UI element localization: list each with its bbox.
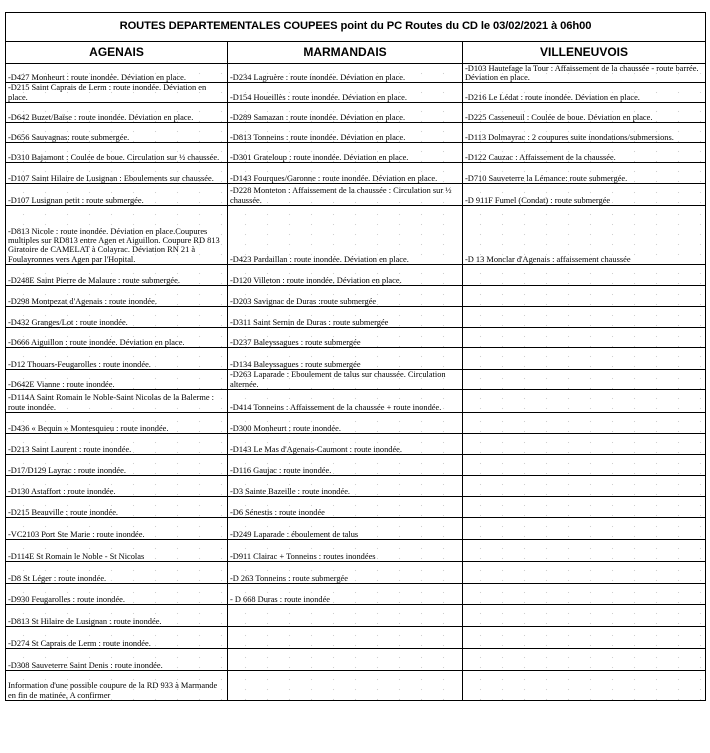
table-row (6, 369, 706, 389)
marmandais-cell (228, 648, 463, 670)
agenais-cell: -D813 Nicole : route inondée. Déviation en place.Coupures multiples sur RD813 entre Agen et Aiguillon. Coupure RD 813 Giratoire de CAMELAT à Colayrac. Déviation RN 21 à Foulayronnes vers Agen par l'Hopital. (6, 205, 228, 264)
marmandais-cell: - D 668 Duras : route inondée (228, 583, 463, 604)
agenais-cell: -D17/D129 Layrac : route inondée. (6, 454, 228, 475)
villeneuvois-cell (463, 369, 706, 389)
marmandais-cell: -D300 Monheurt : route inondée. (228, 412, 463, 433)
agenais-cell: -D130 Astaffort : route inondée. (6, 475, 228, 496)
table-row (6, 475, 706, 496)
marmandais-cell: -D813 Tonneins : route inondée. Déviation en place. (228, 122, 463, 142)
table-row (6, 142, 706, 162)
agenais-cell: -D308 Sauveterre Saint Denis : route inondée. (6, 648, 228, 670)
marmandais-cell: -D154 Houeillès : route inondée. Déviation en place. (228, 83, 463, 102)
marmandais-cell: -D249 Laparade : éboulement de talus (228, 517, 463, 539)
agenais-cell: -D107 Saint Hilaire de Lusignan : Eboulements sur chaussée. (6, 162, 228, 183)
marmandais-cell (228, 604, 463, 626)
table-row (6, 583, 706, 604)
table-row (6, 264, 706, 285)
villeneuvois-cell: -D710 Sauveterre la Lémance: route submergée. (463, 162, 706, 183)
villeneuvois-cell (463, 285, 706, 306)
marmandais-cell: -D 263 Tonneins : route submergée (228, 561, 463, 583)
villeneuvois-cell: -D103 Hautefage la Tour : Affaissement de la chaussée - route barrée. Déviation en place. (463, 64, 706, 83)
table-row (6, 102, 706, 122)
agenais-cell: -D427 Monheurt : route inondée. Déviation en place. (6, 64, 228, 83)
table-row (6, 389, 706, 412)
page-title: ROUTES DEPARTEMENTALES COUPEES point du PC Routes du CD le 03/02/2021 à 06h00 (6, 13, 706, 42)
marmandais-cell: -D3 Sainte Bazeille : route inondée. (228, 475, 463, 496)
villeneuvois-cell (463, 604, 706, 626)
marmandais-cell: -D263 Laparade : Eboulement de talus sur chaussée. Circulation alternée. (228, 369, 463, 389)
marmandais-cell: -D414 Tonneins : Affaissement de la chaussée + route inondée. (228, 389, 463, 412)
villeneuvois-cell: -D 13 Monclar d'Agenais : affaissement chaussée (463, 205, 706, 264)
table-row (6, 517, 706, 539)
marmandais-cell (228, 626, 463, 648)
table-row (6, 347, 706, 369)
villeneuvois-cell (463, 433, 706, 454)
column-header-agenais: AGENAIS (6, 42, 228, 64)
agenais-cell: -D642E Vianne : route inondée. (6, 369, 228, 389)
agenais-cell: -D8 St Léger : route inondée. (6, 561, 228, 583)
marmandais-cell: -D134 Baleyssagues : route submergée (228, 347, 463, 369)
marmandais-cell: -D237 Baleyssagues : route submergée (228, 327, 463, 347)
agenais-cell: -D274 St Caprais de Lerm : route inondée. (6, 626, 228, 648)
table-row (6, 122, 706, 142)
marmandais-cell: -D203 Savignac de Duras :route submergée (228, 285, 463, 306)
villeneuvois-cell (463, 412, 706, 433)
villeneuvois-cell (463, 517, 706, 539)
agenais-cell: -D298 Montpezat d'Agenais : route inondée. (6, 285, 228, 306)
agenais-cell: -D114E St Romain le Noble - St Nicolas (6, 539, 228, 561)
villeneuvois-cell (463, 496, 706, 517)
agenais-cell: -D930 Feugarolles : route inondée. (6, 583, 228, 604)
marmandais-cell: -D301 Grateloup : route inondée. Déviation en place. (228, 142, 463, 162)
agenais-cell: -D666 Aiguillon : route inondée. Déviation en place. (6, 327, 228, 347)
villeneuvois-cell (463, 264, 706, 285)
villeneuvois-cell (463, 327, 706, 347)
agenais-cell: -D642 Buzet/Baïse : route inondée. Déviation en place. (6, 102, 228, 122)
villeneuvois-cell (463, 389, 706, 412)
table-row (6, 433, 706, 454)
table-row (6, 64, 706, 83)
marmandais-cell: -D228 Monteton : Affaissement de la chaussée : Circulation sur ½ chaussée. (228, 183, 463, 205)
villeneuvois-cell: -D122 Cauzac : Affaissement de la chaussée. (463, 142, 706, 162)
table-row (6, 496, 706, 517)
agenais-cell: -D310 Bajamont : Coulée de boue. Circulation sur ½ chaussée. (6, 142, 228, 162)
column-header-villeneuvois: VILLENEUVOIS (463, 42, 706, 64)
villeneuvois-cell (463, 626, 706, 648)
villeneuvois-cell (463, 648, 706, 670)
table-row (6, 670, 706, 700)
table-row (6, 162, 706, 183)
agenais-cell: -D813 St Hilaire de Lusignan : route inondée. (6, 604, 228, 626)
table-row (6, 183, 706, 205)
table-row (6, 454, 706, 475)
marmandais-cell (228, 670, 463, 700)
table-row (6, 306, 706, 327)
agenais-cell: -D12 Thouars-Feugarolles : route inondée. (6, 347, 228, 369)
table-row (6, 604, 706, 626)
villeneuvois-cell (463, 347, 706, 369)
table-row (6, 539, 706, 561)
villeneuvois-cell (463, 539, 706, 561)
villeneuvois-cell (463, 454, 706, 475)
marmandais-cell: -D143 Le Mas d'Agenais-Caumont : route inondée. (228, 433, 463, 454)
table-row (6, 561, 706, 583)
villeneuvois-cell (463, 475, 706, 496)
road-closures-table (5, 12, 706, 701)
marmandais-cell: -D120 Villeton : route inondée. Déviation en place. (228, 264, 463, 285)
agenais-cell: -VC2103 Port Ste Marie : route inondée. (6, 517, 228, 539)
marmandais-cell: -D289 Samazan : route inondée. Déviation en place. (228, 102, 463, 122)
agenais-cell: -D432 Granges/Lot : route inondée. (6, 306, 228, 327)
marmandais-cell: -D311 Saint Sernin de Duras : route submergée (228, 306, 463, 327)
villeneuvois-cell: -D113 Dolmayrac : 2 coupures suite inondations/submersions. (463, 122, 706, 142)
table-row (6, 83, 706, 102)
villeneuvois-cell (463, 306, 706, 327)
agenais-cell: -D248E Saint Pierre de Malaure : route submergée. (6, 264, 228, 285)
table-row (6, 285, 706, 306)
marmandais-cell: -D423 Pardaillan : route inondée. Déviation en place. (228, 205, 463, 264)
table-row (6, 626, 706, 648)
table-row (6, 412, 706, 433)
agenais-cell: Information d'une possible coupure de la RD 933 à Marmande en fin de matinée, A confirmer (6, 670, 228, 700)
agenais-cell: -D215 Saint Caprais de Lerm : route inondée. Déviation en place. (6, 83, 228, 102)
villeneuvois-cell: -D 911F Fumel (Condat) : route submergée (463, 183, 706, 205)
agenais-cell: -D436 « Bequin » Montesquieu : route inondée. (6, 412, 228, 433)
marmandais-cell: -D6 Sénestis : route inondée (228, 496, 463, 517)
marmandais-cell: -D234 Lagruère : route inondée. Déviation en place. (228, 64, 463, 83)
table-row (6, 648, 706, 670)
marmandais-cell: -D116 Gaujac : route inondée. (228, 454, 463, 475)
villeneuvois-cell (463, 561, 706, 583)
table-row (6, 205, 706, 264)
marmandais-cell: -D911 Clairac + Tonneins : routes inondées (228, 539, 463, 561)
agenais-cell: -D656 Sauvagnas: route submergée. (6, 122, 228, 142)
marmandais-cell: -D143 Fourques/Garonne : route inondée. Déviation en place. (228, 162, 463, 183)
villeneuvois-cell (463, 670, 706, 700)
table-row (6, 327, 706, 347)
agenais-cell: -D213 Saint Laurent : route inondée. (6, 433, 228, 454)
villeneuvois-cell (463, 583, 706, 604)
agenais-cell: -D114A Saint Romain le Noble-Saint Nicolas de la Balerme : route inondée. (6, 389, 228, 412)
column-header-marmandais: MARMANDAIS (228, 42, 463, 64)
villeneuvois-cell: -D225 Casseneuil : Coulée de boue. Déviation en place. (463, 102, 706, 122)
villeneuvois-cell: -D216 Le Lédat : route inondée. Déviation en place. (463, 83, 706, 102)
agenais-cell: -D107 Lusignan petit : route submergée. (6, 183, 228, 205)
agenais-cell: -D215 Beauville : route inondée. (6, 496, 228, 517)
